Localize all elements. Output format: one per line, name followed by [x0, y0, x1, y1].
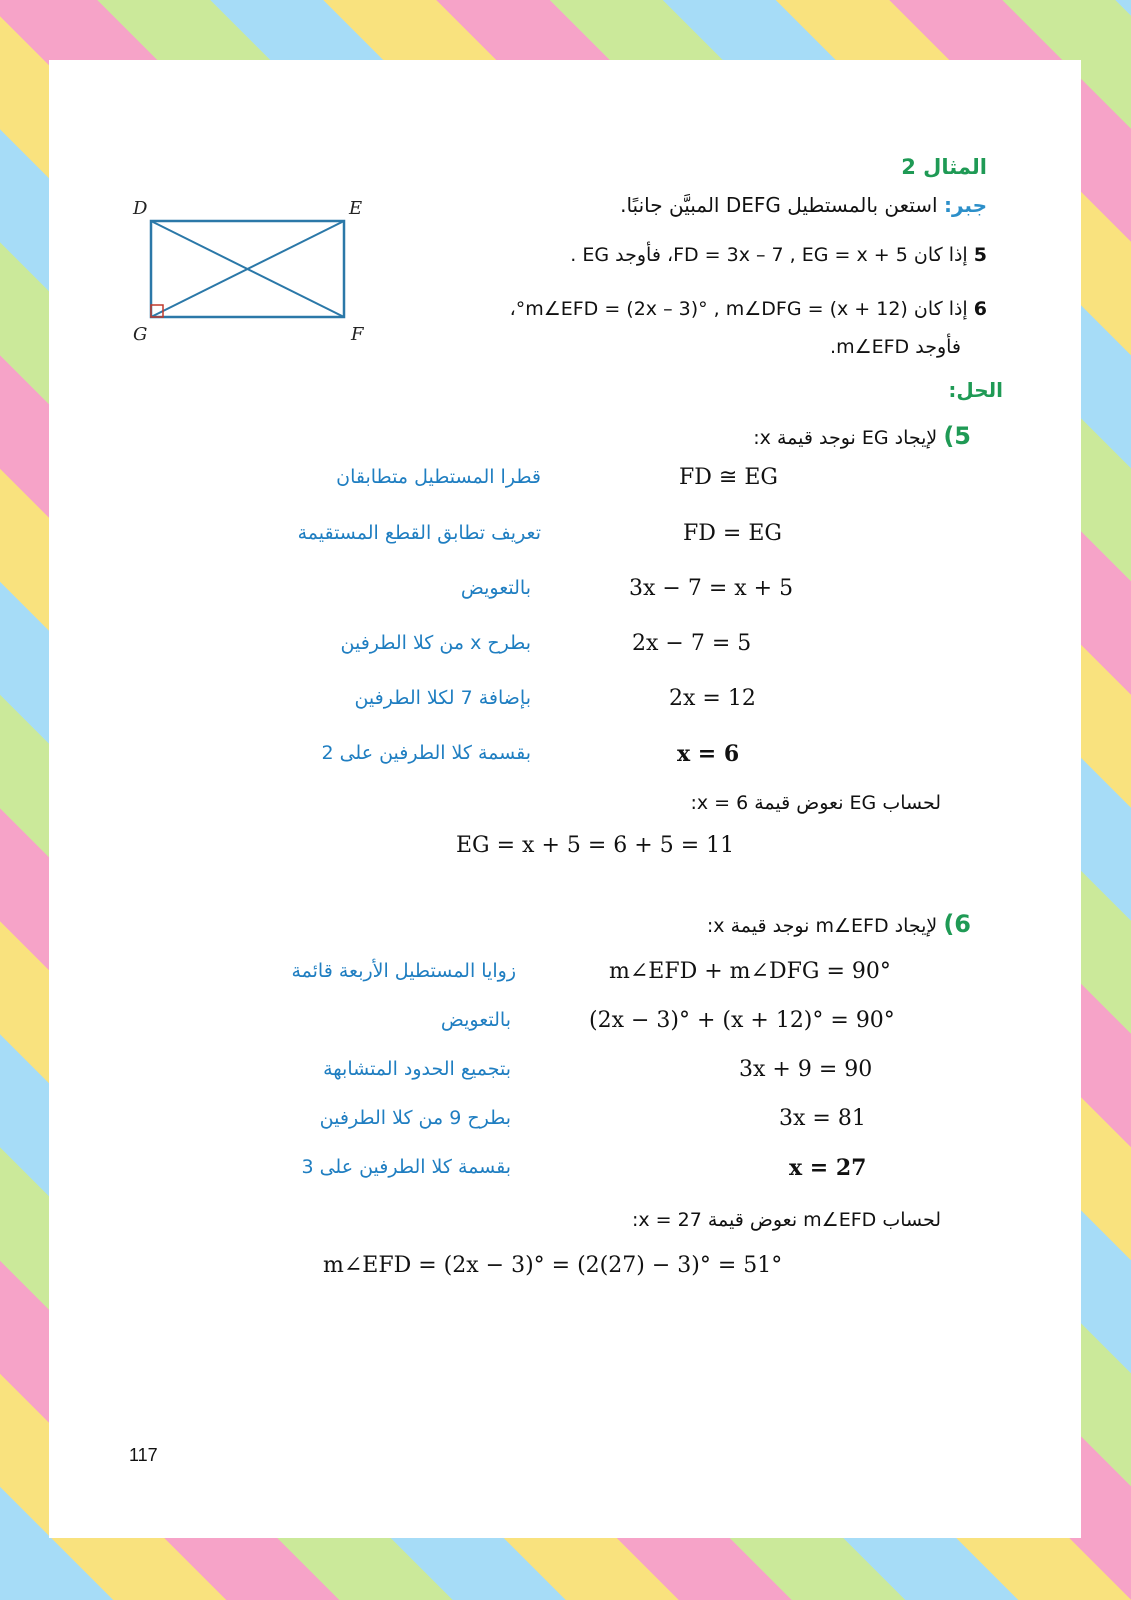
part5-intro-line	[753, 422, 971, 450]
part5-step3-eq: 3x − 7 = x + 5	[629, 576, 794, 601]
question-6-number: 6	[973, 298, 987, 320]
part6-intro-line	[707, 910, 971, 938]
question-5-text: إذا كان FD = 3x – 7 , EG = x + 5، فأوجد EG .	[570, 244, 968, 266]
part5-step4-reason: بطرح x من كلا الطرفين	[340, 632, 531, 654]
part6-step4-reason: بطرح 9 من كلا الطرفين	[319, 1107, 511, 1129]
vertex-g-label: G	[133, 324, 148, 345]
page-sheet	[49, 60, 1081, 1538]
question-6-line1: إذا كان m∠EFD = (2x – 3)° , m∠DFG = (x + 12)°،	[509, 298, 968, 320]
part5-step2-reason: تعريف تطابق القطع المستقيمة	[297, 522, 541, 544]
question-5-number: 5	[973, 244, 987, 266]
example-title: المثال 2	[901, 155, 987, 179]
part6-substitute-text: لحساب m∠EFD نعوض قيمة x = 27:	[631, 1209, 941, 1231]
part6-step1-reason: زوايا المستطيل الأربعة قائمة	[291, 960, 516, 982]
subject-label: جبر:	[943, 193, 987, 217]
part5-step5-reason: بإضافة 7 لكلا الطرفين	[354, 687, 531, 709]
part5-step3-reason: بالتعويض	[460, 577, 531, 599]
solution-heading: الحل:	[948, 378, 1003, 402]
part6-intro: لإيجاد m∠EFD نوجد قيمة x:	[706, 915, 938, 937]
question-6	[510, 298, 987, 320]
part5-intro: لإيجاد EG نوجد قيمة x:	[753, 427, 938, 449]
part6-number: 6)	[943, 910, 971, 938]
part5-step6-reason: بقسمة كلا الطرفين على 2	[321, 742, 531, 764]
page-number: 117	[129, 1445, 158, 1465]
vertex-e-label: E	[349, 198, 363, 219]
part6-step3-eq: 3x + 9 = 90	[739, 1057, 873, 1082]
part5-step2-eq: FD = EG	[683, 521, 782, 546]
part6-step2-reason: بالتعويض	[440, 1009, 511, 1031]
part6-step5-reason: بقسمة كلا الطرفين على 3	[301, 1156, 511, 1178]
question-5	[570, 244, 987, 266]
part5-final-eq: EG = x + 5 = 6 + 5 = 11	[456, 833, 735, 858]
part6-step5-eq: x = 27	[789, 1155, 867, 1181]
part6-final-eq: m∠EFD = (2x − 3)° = (2(27) − 3)° = 51°	[323, 1253, 783, 1278]
part6-step1-eq: m∠EFD + m∠DFG = 90°	[609, 959, 891, 984]
part5-step6-eq: x = 6	[677, 741, 740, 767]
part5-number: 5)	[943, 422, 971, 450]
part5-step5-eq: 2x = 12	[669, 686, 756, 711]
vertex-d-label: D	[133, 198, 148, 219]
part6-step3-reason: بتجميع الحدود المتشابهة	[323, 1058, 511, 1080]
part5-step4-eq: 2x − 7 = 5	[632, 631, 752, 656]
instruction-text: استعن بالمستطيل DEFG المبيَّن جانبًا.	[620, 193, 938, 217]
part6-step2-eq: (2x − 3)° + (x + 12)° = 90°	[589, 1008, 895, 1033]
part5-step1-eq: FD ≅ EG	[679, 465, 778, 490]
question-6-line2: فأوجد m∠EFD.	[830, 336, 961, 358]
part5-substitute-text: لحساب EG نعوض قيمة x = 6:	[690, 792, 941, 814]
part6-step4-eq: 3x = 81	[779, 1106, 866, 1131]
instruction-line	[620, 193, 987, 217]
part5-step1-reason: قطرا المستطيل متطابقان	[336, 466, 541, 488]
vertex-f-label: F	[351, 324, 364, 345]
rectangle-figure	[119, 190, 379, 350]
